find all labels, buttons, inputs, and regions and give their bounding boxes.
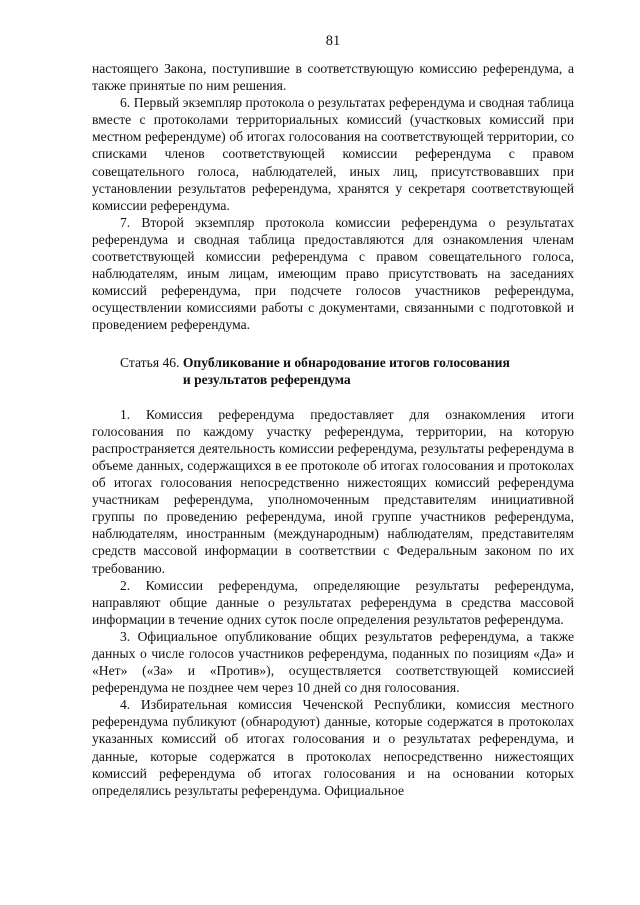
page-number: 81 [325,33,341,49]
article-title-line-1: Опубликование и обнародование итогов голосования [182,354,510,370]
article-title [183,354,574,388]
paragraph-item-1: 1. Комиссия референдума предоставляет для ознакомления итоги голосования по каждому участку референдума, территории, на которую распространяется деятельность комиссии референдума, результаты референдума в объеме данных, содержащихся в ее протоколе об итогах голосования и протоколах об итогах голосования непосредственно нижестоящих комиссий референдума участникам референдума, уполномоченным представителям инициативной группы по проведению референдума, иной группе участников референдума, наблюдателям, иностранным (международным) наблюдателям, представителям средств массовой информации в соответствии с Федеральным законом по их требованию. [92,406,574,576]
paragraph-item-6: 6. Первый экземпляр протокола о результатах референдума и сводная таблица вместе с протоколами территориальных комиссий (участковых комиссий при местном референдуме) об итогах голосования на соответствующей территории, со списками членов соответствующей комиссии референдума с правом совещательного голоса, наблюдателей, иных лиц, присутствовавших при установлении результатов референдума, хранятся у секретаря соответствующей комиссии референдума. [92,95,574,213]
paragraph-item-4: 4. Избирательная комиссия Чеченской Республики, комиссия местного референдума публикуют (обнародуют) данные, которые содержатся в протоколах указанных комиссий об итогах голосования и о результатах референдума, и данные, которые содержатся в протоколах непосредственно нижестоящих комиссий референдума об итогах голосования и на основании которых определялись результаты референдума. Официальное [92,697,574,798]
paragraph-item-2: 2. Комиссии референдума, определяющие результаты референдума, направляют общие данные о результатах референдума в средства массовой информации в течение одних суток после определения результатов референдума. [92,577,574,627]
article-label: Статья 46. [120,354,183,370]
document-page [92,32,574,799]
paragraph-continuation: настоящего Закона, поступившие в соответствующую комиссию референдума, а также принятые по ним решения. [92,61,574,94]
article-heading [92,354,574,388]
article-title-line-2: и результатов референдума [182,371,351,387]
paragraph-item-3: 3. Официальное опубликование общих результатов референдума, а также данных о числе голосов участников референдума, поданных по позициям «Да» и «Нет» («За» и «Против»), осуществляется соответствующей комиссией референдума не позднее чем через 10 дней со дня голосования. [92,628,574,696]
paragraph-item-7: 7. Второй экземпляр протокола комиссии референдума о результатах референдума и сводная таблица предоставляются для ознакомления членам соответствующей комиссии референдума с правом совещательного голоса, наблюдателям, иным лицам, имеющим право присутствовать на заседаниях комиссий референдума, при подсчете голосов участников референдума, осуществлении комиссиями работы с документами, связанными с подготовкой и проведением референдума. [92,214,574,333]
